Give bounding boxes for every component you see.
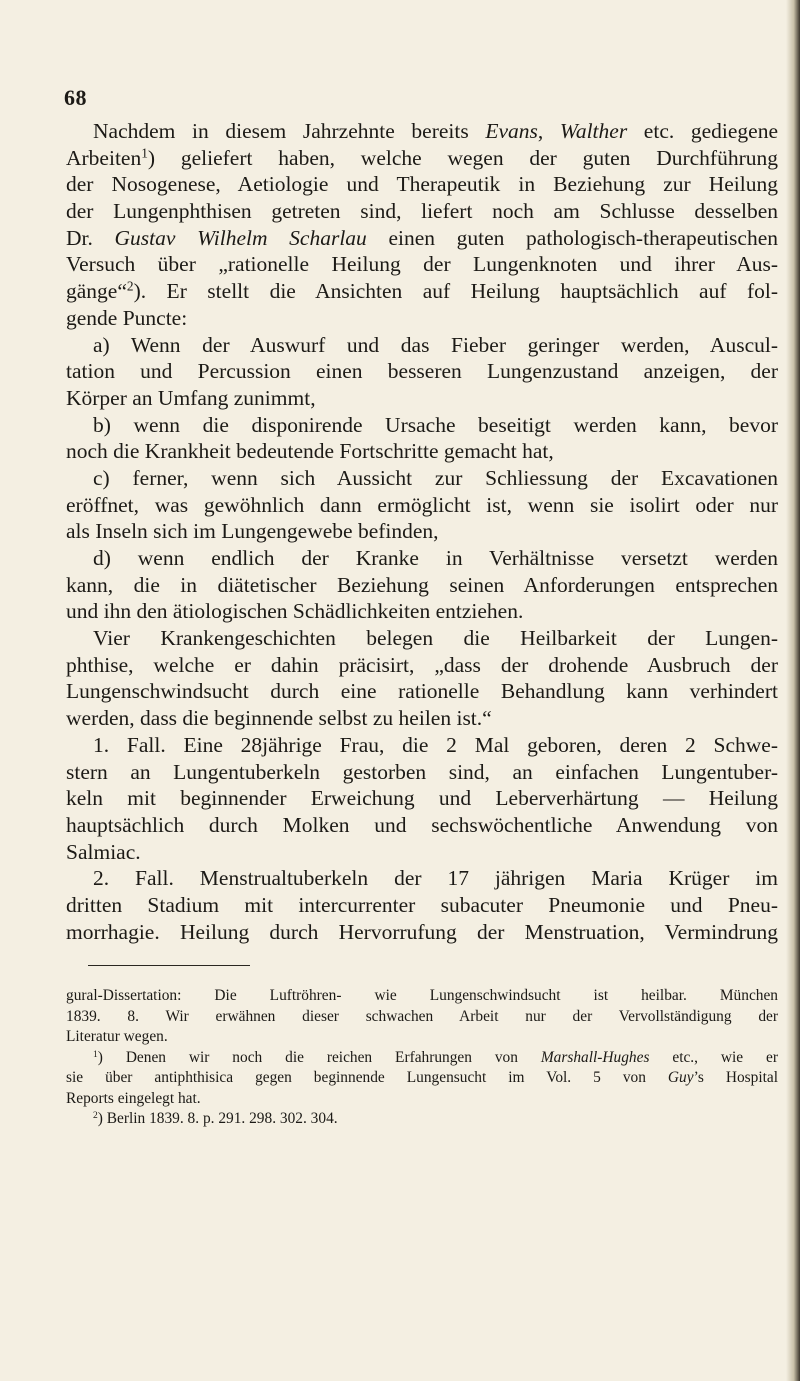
footnotes (66, 986, 778, 1130)
body-line: eröffnet, was gewöhnlich dann ermöglicht ist, wenn sie isolirt oder nur (66, 492, 778, 517)
footnote-divider (88, 965, 250, 966)
footnote-line: gural-Dissertation: Die Luftröhren- wie Lungenschwindsucht ist heilbar. München (66, 987, 778, 1004)
body-line: b) wenn die disponirende Ursache beseitigt werden kann, bevor (93, 412, 778, 437)
body-line: der Nosogenese, Aetiologie und Therapeutik in Beziehung zur Heilung (66, 172, 778, 197)
body-text (66, 118, 778, 945)
footnote-line: $^2$) Berlin 1839. 8. p. 291. 298. 302. 304. (93, 1109, 338, 1127)
body-line: tation und Percussion einen besseren Lungenzustand anzeigen, der (66, 359, 778, 384)
footnote-line: Literatur wegen. (66, 1028, 168, 1045)
body-line: d) wenn endlich der Kranke in Verhältnisse versetzt werden (93, 546, 778, 570)
italic-name: Evans (485, 119, 538, 143)
body-line: morrhagie. Heilung durch Hervorrufung der Menstruation, Vermindrung (66, 919, 778, 944)
body-line: 1. Fall. Eine 28jährige Frau, die 2 Mal geboren, deren 2 Schwe- (93, 732, 778, 757)
body-line: stern an Lungentuberkeln gestorben sind, an einfachen Lungentuber- (66, 759, 778, 784)
body-line: werden, dass die beginnende selbst zu heilen ist.“ (66, 706, 492, 731)
body-line: hauptsächlich durch Molken und sechswöchentliche Anwendung von (66, 812, 778, 837)
footnote-marker: 1 (93, 1048, 98, 1060)
footnote-marker: 2 (126, 278, 134, 294)
body-line: dritten Stadium mit intercurrenter subacuter Pneumonie und Pneu- (66, 892, 778, 917)
body-line: 2. Fall. Menstrualtuberkeln der 17 jährigen Maria Krüger im (93, 866, 778, 891)
body-line: Salmiac. (66, 839, 141, 864)
page-number: 68 (64, 85, 87, 110)
body-line: gänge“$^2$). Er stellt die Ansichten auf Heilung hauptsächlich auf fol- (66, 278, 778, 304)
body-line: Lungenschwindsucht durch eine rationelle Behandlung kann verhindert (66, 679, 778, 704)
italic-name: Walther (559, 119, 628, 143)
footnote-line: 1839. 8. Wir erwähnen dieser schwachen Arbeit nur der Vervollständigung der (66, 1007, 778, 1025)
body-line: Körper an Umfang zunimmt, (66, 385, 316, 410)
footnote-marker: 2 (93, 1109, 98, 1121)
body-line: kann, die in diätetischer Beziehung seinen Anforderungen entsprechen (66, 572, 778, 597)
body-line: a) Wenn der Auswurf und das Fieber geringer werden, Auscul- (93, 332, 778, 357)
body-line: Nachdem in diesem Jahrzehnte bereits Evans, Walther etc. gediegene (93, 119, 779, 143)
body-line: c) ferner, wenn sich Aussicht zur Schliessung der Excavationen (93, 465, 778, 490)
body-line: phthise, welche er dahin präcisirt, „dass der drohende Ausbruch der (66, 652, 778, 677)
body-line: noch die Krankheit bedeutende Fortschritte gemacht hat, (66, 439, 554, 464)
body-line: und ihn den ätiologischen Schädlichkeiten entziehen. (66, 599, 524, 624)
italic-name: Marshall-Hughes (540, 1048, 650, 1066)
scan-edge-shadow (786, 0, 800, 1381)
body-line: als Inseln sich im Lungengewebe befinden, (66, 519, 439, 544)
body-line: Vier Krankengeschichten belegen die Heilbarkeit der Lungen- (93, 626, 778, 651)
body-line: Dr. Gustav Wilhelm Scharlau einen guten pathologisch-therapeutischen (66, 225, 778, 250)
italic-name: Guy (667, 1069, 694, 1086)
footnote-line: $^1$) Denen wir noch die reichen Erfahrungen von Marshall-Hughes etc., wie er (93, 1048, 778, 1066)
footnote-marker: 1 (141, 145, 148, 161)
footnote-line: Reports eingelegt hat. (66, 1089, 201, 1107)
body-line: gende Puncte: (66, 305, 188, 330)
body-line: der Lungenphthisen getreten sind, liefert noch am Schlusse desselben (66, 199, 778, 224)
body-line: keln mit beginnender Erweichung und Leberverhärtung — Heilung (66, 786, 778, 811)
footnote-line: sie über antiphthisica gegen beginnende Lungensucht im Vol. 5 von Guy’s Hospital (66, 1069, 778, 1086)
body-line: Arbeiten$^1$) geliefert haben, welche wegen der guten Durchführung (66, 145, 778, 170)
body-line: Versuch über „rationelle Heilung der Lungenknoten und ihrer Aus- (66, 252, 778, 277)
italic-name: Gustav Wilhelm Scharlau (114, 225, 367, 250)
